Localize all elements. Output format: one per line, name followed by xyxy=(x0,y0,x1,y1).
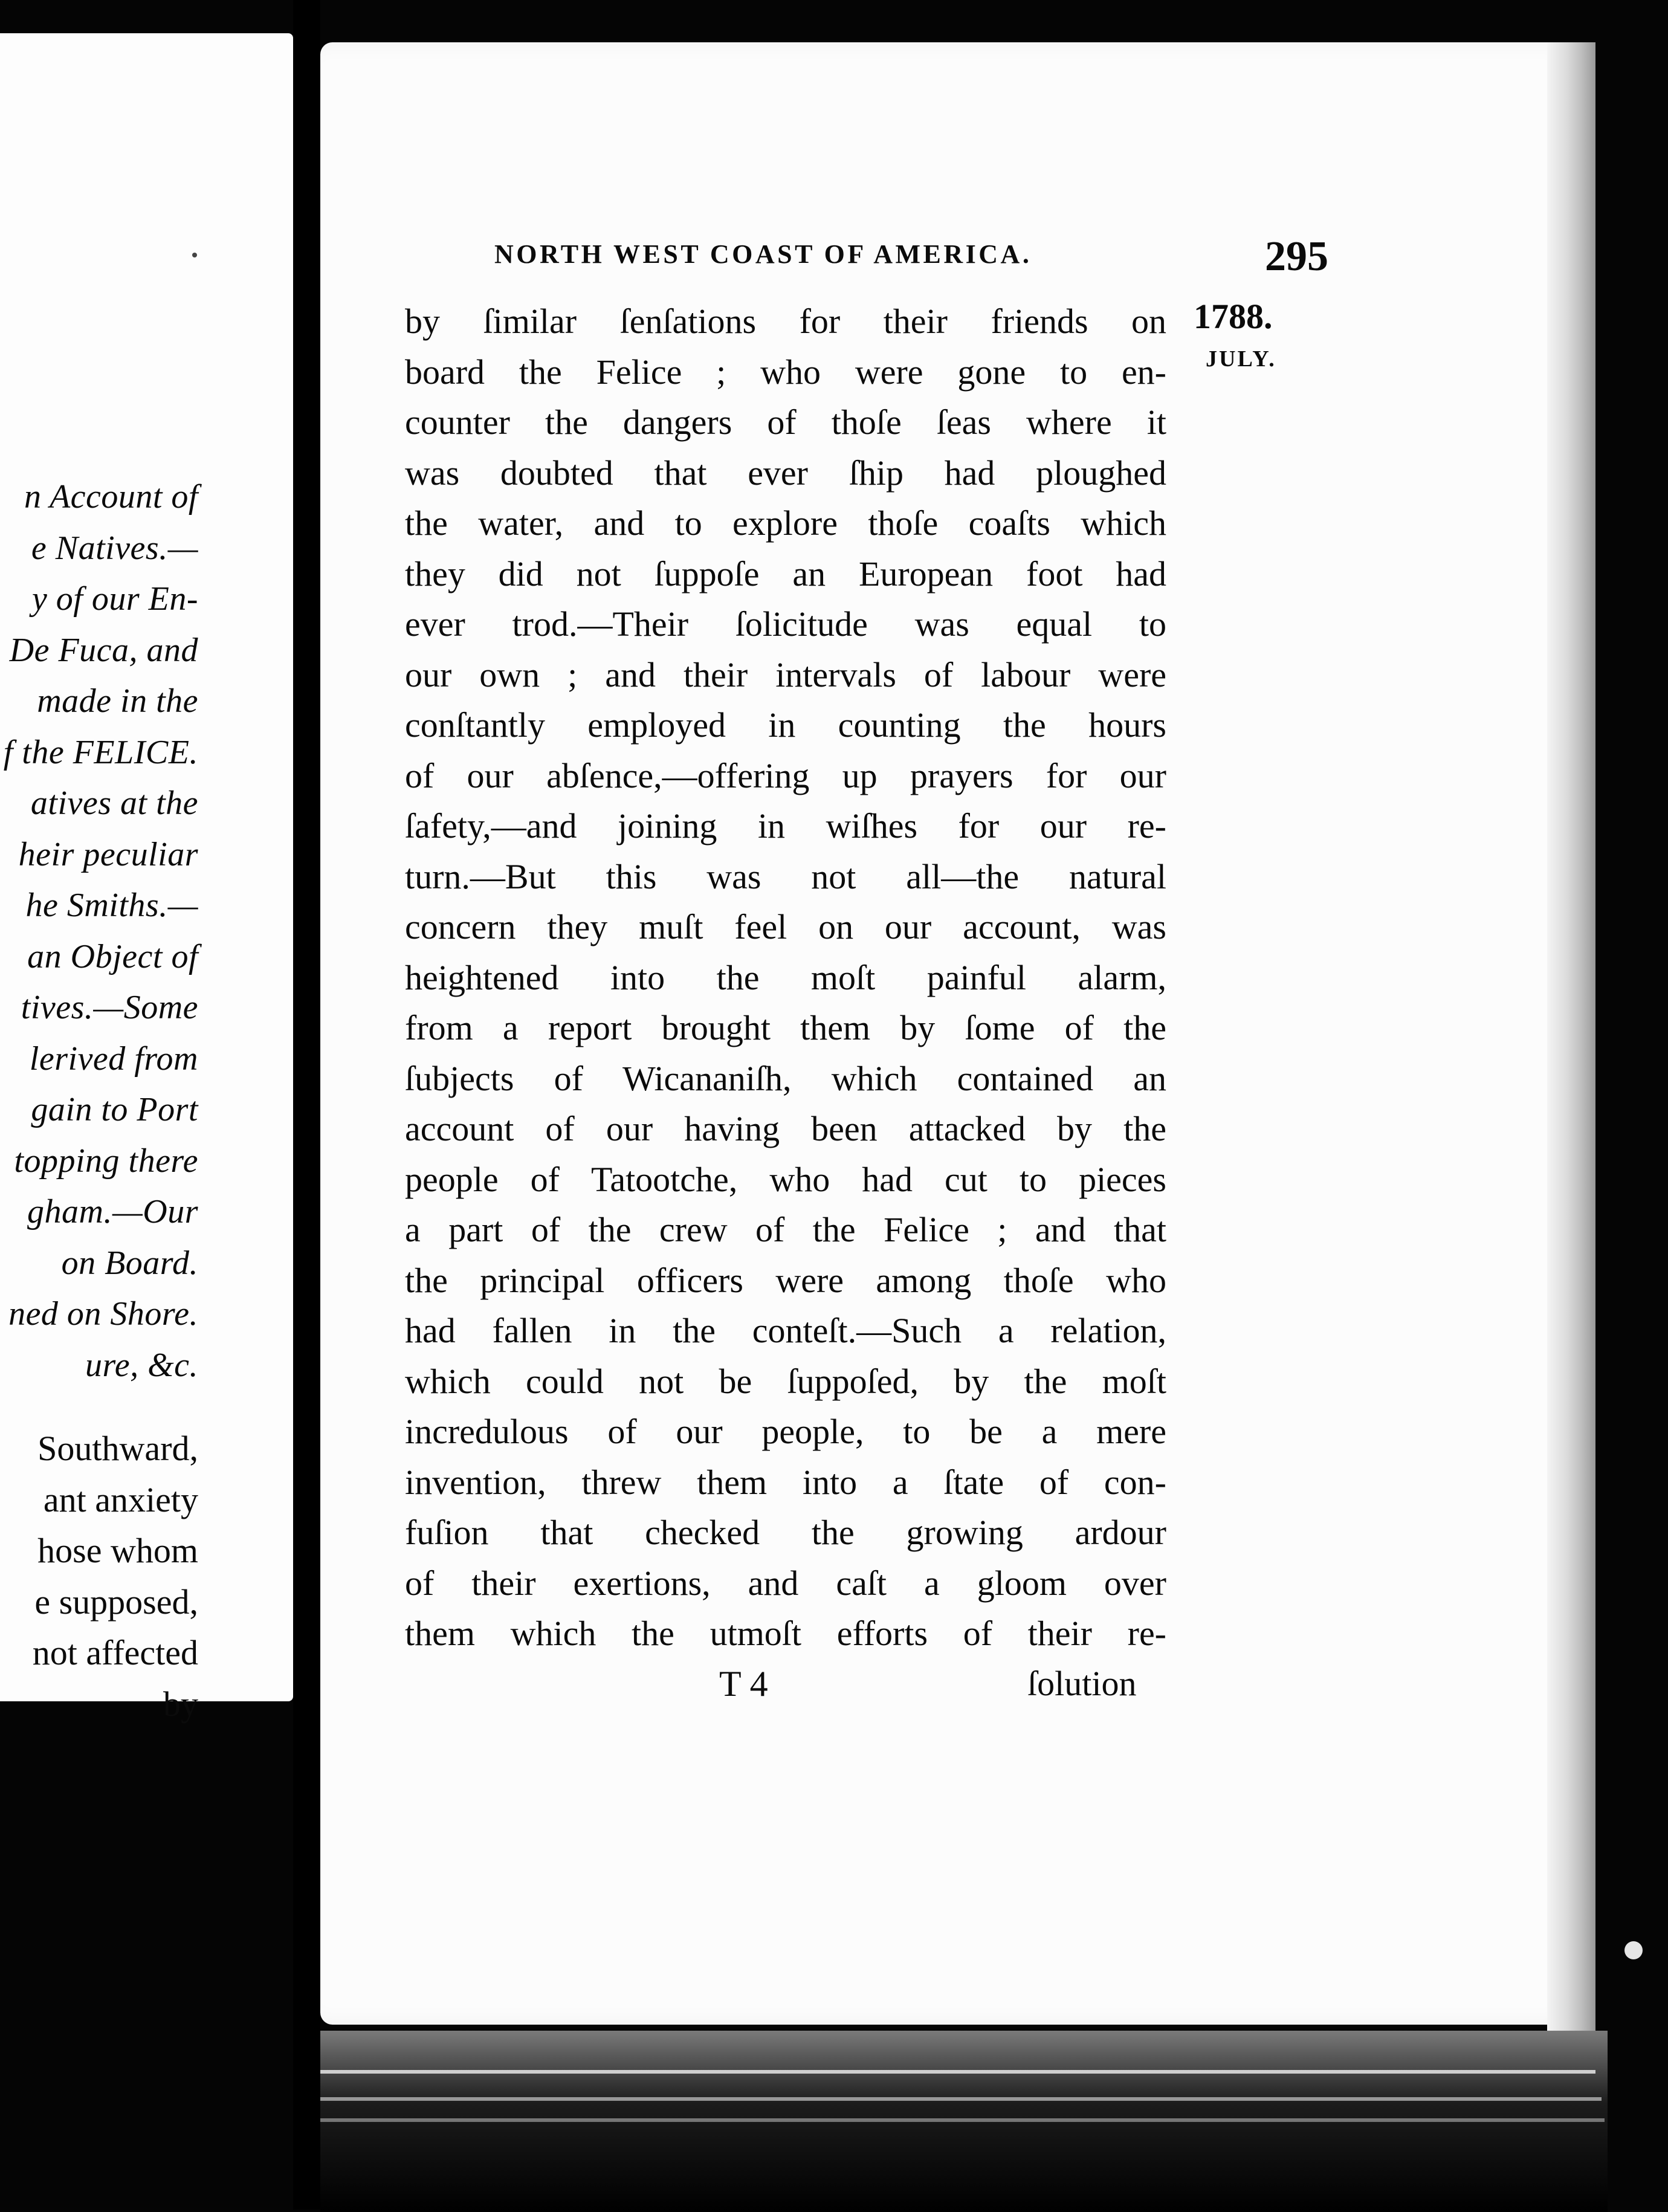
text-line: e supposed, xyxy=(34,1582,198,1622)
body-line: was doubted that ever ſhip had ploughed xyxy=(405,453,1166,493)
left-page-text xyxy=(0,1423,198,1730)
text-line: not affected xyxy=(32,1633,198,1672)
summary-line: atives at the xyxy=(30,784,198,822)
body-line: the principal officers were among thoſe who xyxy=(405,1260,1166,1300)
catchword: ſolution xyxy=(1027,1664,1137,1703)
summary-line: he Smiths.— xyxy=(25,887,198,924)
text-line: ant anxiety xyxy=(43,1480,198,1519)
body-line: had fallen in the conteſt.—Such a relation, xyxy=(405,1311,1166,1350)
body-line: turn.—But this was not all—the natural xyxy=(405,856,1166,896)
page-edge-line xyxy=(320,2070,1595,2074)
summary-line: gain to Port xyxy=(31,1091,198,1128)
body-line: heightened into the moſt painful alarm, xyxy=(405,957,1166,997)
summary-line: on Board. xyxy=(61,1244,198,1282)
text-line: Southward, xyxy=(37,1429,198,1468)
speck xyxy=(192,253,197,257)
summary-line: e Natives.— xyxy=(31,529,198,567)
body-text xyxy=(405,296,1166,1659)
summary-line: made in the xyxy=(37,682,198,720)
summary-line: tives.—Some xyxy=(21,989,198,1026)
summary-line: an Object of xyxy=(27,937,198,975)
body-line: a part of the crew of the Felice ; and that xyxy=(405,1210,1166,1249)
summary-line: De Fuca, and xyxy=(9,631,198,669)
summary-line: f the FELICE. xyxy=(3,733,198,771)
text-line: by xyxy=(163,1684,198,1724)
summary-line: lerived from xyxy=(29,1040,198,1078)
page-edge-line xyxy=(320,2118,1605,2122)
body-line: conſtantly employed in counting the hours xyxy=(405,705,1166,745)
body-line: the water, and to explore thoſe coaſts which xyxy=(405,503,1166,543)
body-line: of our abſence,—offering up prayers for our xyxy=(405,755,1166,795)
body-line: counter the dangers of thoſe ſeas where it xyxy=(405,403,1166,442)
body-line: fuſion that checked the growing ardour xyxy=(405,1513,1166,1552)
summary-line: ure, &c. xyxy=(85,1346,198,1384)
body-line: by ſimilar ſenſations for their friends on xyxy=(405,302,1166,341)
book-gutter xyxy=(293,0,320,2210)
page-edge xyxy=(1547,42,1595,2031)
body-line: which could not be ſuppoſed, by the moſt xyxy=(405,1361,1166,1401)
body-line: people of Tatootche, who had cut to pieces xyxy=(405,1159,1166,1199)
running-head: NORTH WEST COAST OF AMERICA. xyxy=(494,239,1032,269)
signature-mark: T 4 xyxy=(719,1664,768,1704)
body-line: concern they muſt feel on our account, was xyxy=(405,907,1166,946)
body-line: board the Felice ; who were gone to en- xyxy=(405,352,1166,392)
margin-month: JULY. xyxy=(1206,346,1276,372)
body-line: ſubjects of Wicananiſh, which contained an xyxy=(405,1058,1166,1098)
page-number: 295 xyxy=(1265,233,1328,280)
summary-line: gham.—Our xyxy=(27,1193,198,1231)
summary-line: y of our En- xyxy=(31,580,198,618)
body-line: ever trod.—Their ſolicitude was equal to xyxy=(405,604,1166,644)
summary-line: heir peculiar xyxy=(18,835,198,873)
body-line: them which the utmoſt efforts of their re- xyxy=(405,1614,1166,1653)
text-line: hose whom xyxy=(37,1531,198,1570)
body-line: invention, threw them into a ſtate of con- xyxy=(405,1462,1166,1502)
summary-line: topping there xyxy=(14,1142,198,1180)
body-line: from a report brought them by ſome of the xyxy=(405,1008,1166,1047)
body-line: account of our having been attacked by the xyxy=(405,1109,1166,1148)
margin-year: 1788. xyxy=(1194,297,1273,336)
page-edge-line xyxy=(320,2097,1602,2101)
left-page-summary xyxy=(0,471,198,1391)
summary-line: ned on Shore. xyxy=(8,1295,198,1333)
body-line: incredulous of our people, to be a mere xyxy=(405,1412,1166,1451)
body-line: ſafety,—and joining in wiſhes for our re- xyxy=(405,806,1166,846)
body-line: of their exertions, and caſt a gloom over xyxy=(405,1563,1166,1603)
summary-line: n Account of xyxy=(24,478,198,516)
body-line: our own ; and their intervals of labour were xyxy=(405,655,1166,694)
speck xyxy=(1624,1941,1643,1959)
body-line: they did not ſuppoſe an European foot had xyxy=(405,554,1166,593)
